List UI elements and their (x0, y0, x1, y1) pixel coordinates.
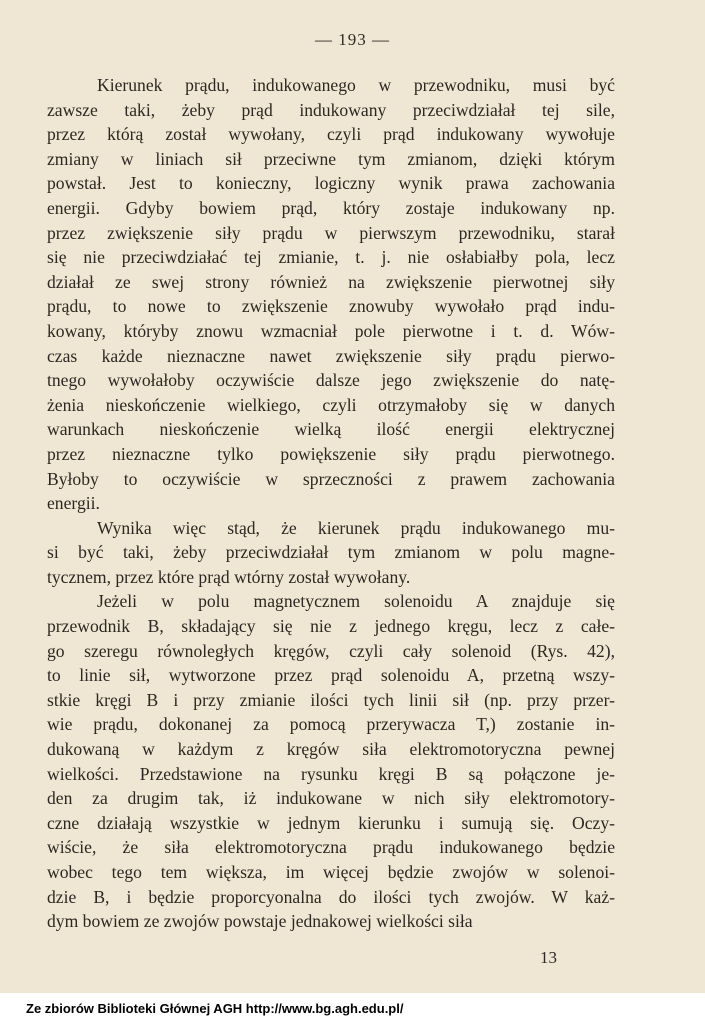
text-line: Wynika więc stąd, że kierunek prądu indukowanego mu- (97, 517, 615, 538)
paragraph (47, 516, 615, 590)
text-line: przez którą został wywołany, czyli prąd indukowany wywołuje (47, 124, 615, 145)
text-line: tnego wywołałoby oczywiście dalsze jego zwiększenie do natę- (47, 370, 615, 391)
text-line: energii. Gdyby bowiem prąd, który zostaje indukowany np. (47, 197, 615, 218)
text-line: kowany, któryby znowu wzmacniał pole pierwotne i t. d. Wów- (47, 320, 615, 341)
text-line: wie prądu, dokonanej za pomocą przerywacza T,) zostanie in- (47, 714, 615, 735)
text-line: den za drugim tak, iż indukowane w nich siły elektromotory- (47, 788, 615, 809)
text-line: dukowaną w każdym z kręgów siła elektromotoryczna pewnej (47, 739, 615, 760)
text-line: czne działają wszystkie w jednym kierunku i sumują się. Oczy- (47, 812, 615, 833)
text-line: działał ze swej strony również na zwiększenie pierwotnej siły (47, 271, 615, 292)
text-line: czas każde nieznaczne nawet zwiększenie siły prądu pierwo- (47, 345, 615, 366)
text-line: zawsze taki, żeby prąd indukowany przeciwdziałał tej sile, (47, 99, 615, 120)
text-line: przez nieznaczne tylko powiększenie siły prądu pierwotnego. (47, 443, 615, 464)
page-number-header: — 193 — (315, 30, 390, 49)
text-line: stkie kręgi B i przy zmianie ilości tych linii sił (np. przy przer- (47, 689, 615, 710)
text-line: zmiany w liniach sił przeciwne tym zmianom, dzięki którym (47, 148, 615, 169)
text-line: Jeżeli w polu magnetycznem solenoidu A znajduje się (97, 591, 615, 612)
text-line: przez zwiększenie siły prądu w pierwszym przewodniku, starał (47, 222, 615, 243)
text-line: Byłoby to oczywiście w sprzeczności z prawem zachowania (47, 468, 615, 489)
text-line: dzie B, i będzie proporcyonalna do ilości tych zwojów. W każ- (47, 886, 615, 907)
text-line: wiście, że siła elektromotoryczna prądu indukowanego będzie (47, 837, 615, 858)
text-line: tycznem, przez które prąd wtórny został wywołany. (47, 566, 411, 587)
text-line: energii. (47, 493, 100, 514)
text-line: się nie przeciwdziałać tej zmianie, t. j. nie osłabiałby pola, lecz (47, 247, 615, 268)
text-line: Kierunek prądu, indukowanego w przewodniku, musi być (97, 75, 615, 95)
text-line: to linie sił, wytworzone przez prąd solenoidu A, przetną wszy- (47, 665, 615, 686)
footer-text: Ze zbiorów Biblioteki Głównej AGH http://www.bg.agh.edu.pl/ (26, 1001, 404, 1016)
paragraph (47, 589, 615, 933)
text-line: warunkach nieskończenie wielką ilość energii elektrycznej (47, 419, 615, 440)
text-line: przewodnik B, składający się nie z jednego kręgu, lecz z całe- (47, 616, 615, 637)
text-line: si być taki, żeby przeciwdziałał tym zmianom w polu magne- (47, 542, 615, 563)
text-line: go szeregu równoległych kręgów, czyli cały solenoid (Rys. 42), (47, 640, 615, 661)
signature-mark: 13 (540, 948, 557, 967)
text-line: prądu, to nowe to zwiększenie znowuby wywołało prąd indu- (47, 296, 615, 317)
text-line: żenia nieskończenie wielkiego, czyli otrzymałoby się w danych (47, 394, 615, 415)
library-footer (0, 993, 705, 1024)
paragraph (47, 73, 615, 516)
text-line: wielkości. Przedstawione na rysunku kręgi B są połączone je- (47, 763, 615, 784)
text-line: wobec tego tem większa, im więcej będzie zwojów w solenoi- (47, 862, 615, 882)
text-line: dym bowiem ze zwojów powstaje jednakowej wielkości siła (47, 911, 473, 932)
body-text (47, 73, 615, 934)
text-line: powstał. Jest to konieczny, logiczny wynik prawa zachowania (47, 173, 615, 194)
